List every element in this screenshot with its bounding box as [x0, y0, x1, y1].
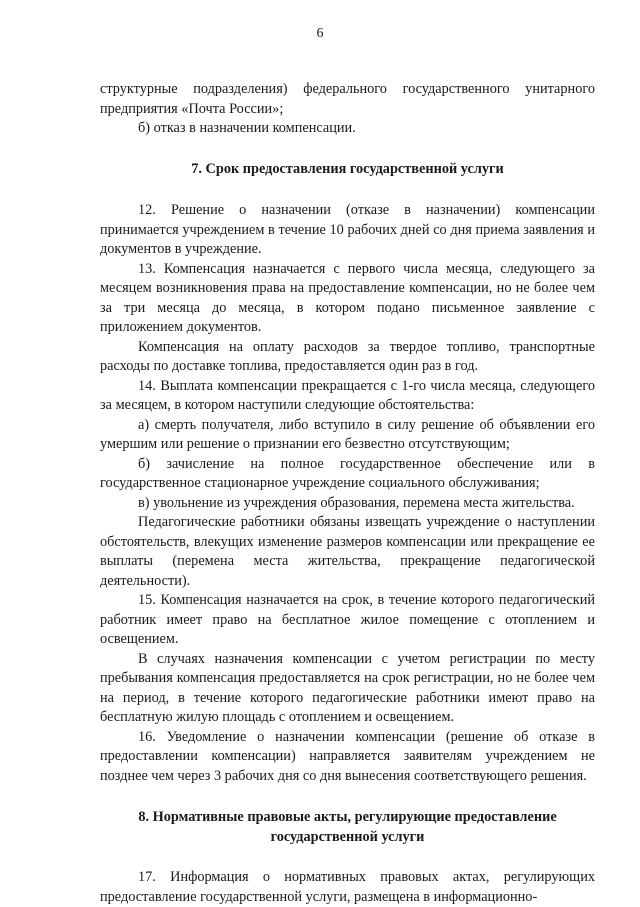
- paragraph-refusal: б) отказ в назначении компенсации.: [138, 120, 356, 136]
- document-body: [100, 80, 595, 907]
- paragraph-14: 14. Выплата компенсации прекращается с 1-го числа месяца, следующего за месяцем, в котором наступили следующие обстоятельства:: [100, 377, 595, 413]
- item-a: а) смерть получателя, либо вступило в силу решение об объявлении его умершим или решение о признании его безвестно отсутствующим;: [100, 416, 595, 452]
- section-8-heading: 8. Нормативные правовые акты, регулирующие предоставление государственной услуги: [138, 809, 557, 845]
- paragraph-registration: В случаях назначения компенсации с учетом регистрации по месту пребывания компенсация предоставляется на срок регистрации, но не более чем на период, в течение которого педагогические работники имеют право на бесплатную жилую площадь с отоплением и освещением.: [100, 650, 595, 725]
- section-7-heading: 7. Срок предоставления государственной услуги: [191, 160, 504, 177]
- paragraph-13: 13. Компенсация назначается с первого числа месяца, следующего за месяцем возникновения права на предоставление компенсации, но не более чем за три месяца до месяца, в котором подано письменное заявление с приложением документов.: [100, 260, 595, 335]
- paragraph-15: 15. Компенсация назначается на срок, в течение которого педагогический работник имеет право на бесплатное жилое помещение с отоплением и освещением.: [100, 592, 595, 647]
- paragraph-continuation: структурные подразделения) федерального государственного унитарного предприятия «Почта России»;: [100, 81, 595, 117]
- page-number: 6: [316, 26, 324, 41]
- item-b: б) зачисление на полное государственное обеспечение или в государственное стационарное учреждение социального обслуживания;: [100, 455, 595, 491]
- paragraph-12: 12. Решение о назначении (отказе в назначении) компенсации принимается учреждением в течение 10 рабочих дней со дня приема заявления и документов в учреждение.: [100, 202, 595, 257]
- paragraph-17: 17. Информация о нормативных правовых актах, регулирующих предоставление государственной услуги, размещена в информационно-: [100, 869, 595, 905]
- item-v: в) увольнение из учреждения образования, перемена места жительства.: [138, 494, 575, 511]
- paragraph-16: 16. Уведомление о назначении компенсации (решение об отказе в предоставлении компенсации) направляется заявителям учреждением не позднее чем через 3 рабочих дня со дня вынесения соответствующего решения.: [100, 728, 595, 784]
- paragraph-fuel: Компенсация на оплату расходов за твердое топливо, транспортные расходы по доставке топлива, предоставляется один раз в год.: [100, 338, 595, 374]
- paragraph-teachers: Педагогические работники обязаны извещать учреждение о наступлении обстоятельств, влекущих изменение размеров компенсации или прекращение ее выплаты (перемена места жительства, прекращение педагогической деятельности).: [100, 514, 595, 589]
